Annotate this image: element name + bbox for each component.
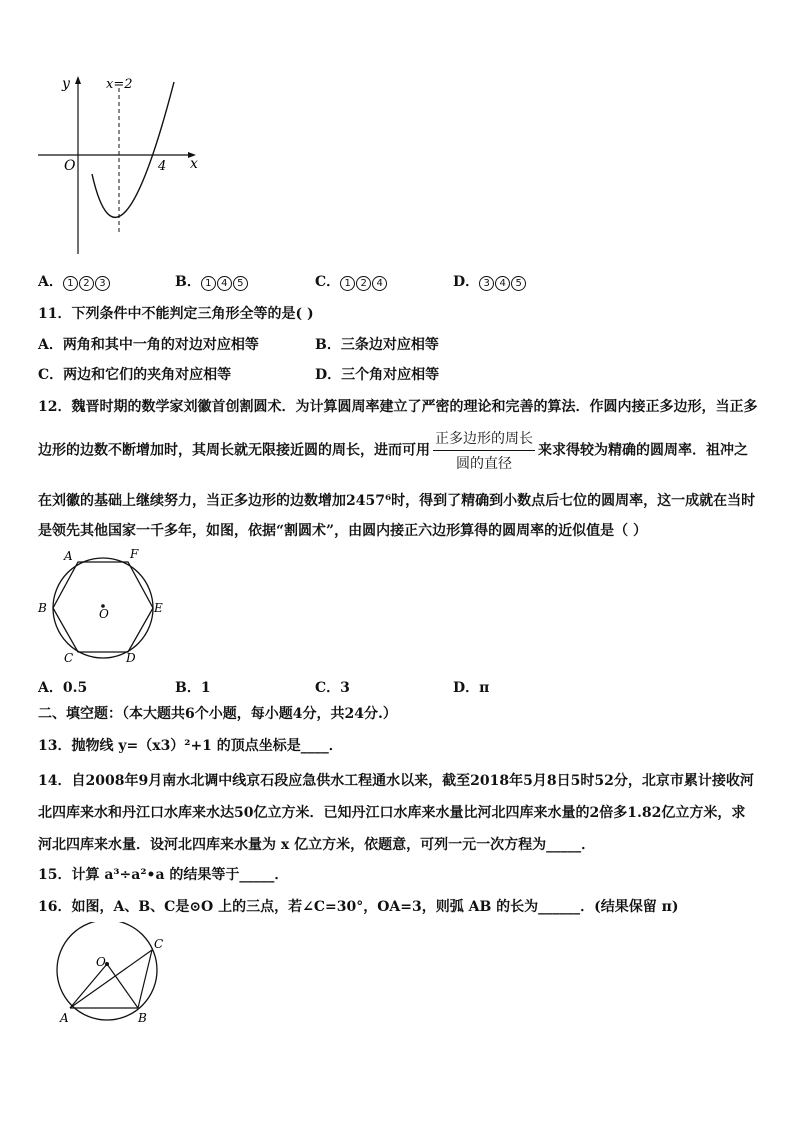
q10-option-b[interactable]: B． 1 4 5 [175,271,249,291]
origin-label: O [64,158,76,174]
q12-option-b[interactable]: B．1 [175,680,211,696]
q12-line2: 边形的边数不断增加时，其周长就无限接近圆的周长，进而可用 $\frac{\text{正多边形的周长}}{\text{圆的直径}}$ 来求得较为精确的圆周率．祖冲之 [38,428,748,473]
circle-label-o: O [96,955,106,969]
root-label: 4 [158,159,167,174]
q10-option-c[interactable]: C． 1 2 4 [315,271,388,291]
q12-option-a[interactable]: A．0.5 [38,680,88,696]
hex-label-d: D [126,651,136,665]
q12-fraction: $\frac{\text{正多边形的周长}}{\text{圆的直径}}$ [433,428,535,473]
hex-label-a: A [64,549,73,563]
hex-label-f: F [130,547,139,561]
q10-option-a[interactable]: A． 1 2 3 [38,271,111,291]
section-2-heading: 二、填空题：（本大题共6个小题，每小题4分，共24分.） [38,706,397,722]
q14-line2: 北四库来水和丹江口水库来水达50亿立方米．已知丹江口水库来水量比河北四库来水量的2倍多1.82亿立方米，求 [38,805,746,821]
q13-text: 13．抛物线 y=（x3）²+1 的顶点坐标是____． [38,738,343,754]
hex-label-b: B [38,601,47,615]
parabola-graph [34,74,204,264]
q11-option-a[interactable]: A．两角和其中一角的对边对应相等 [38,337,259,353]
q11-option-b[interactable]: B．三条边对应相等 [315,337,439,353]
circle-label-a: A [60,1011,69,1025]
x-axis-label: x [190,156,198,172]
q15-text: 15．计算 a³÷a²•a 的结果等于_____． [38,867,289,883]
q12-option-d[interactable]: D．π [453,680,490,696]
circle-label-b: B [138,1011,147,1025]
y-axis-label: y [62,76,70,92]
q11-option-c[interactable]: C．两边和它们的夹角对应相等 [38,367,232,383]
q14-line3: 河北四库来水量．设河北四库来水量为 x 亿立方米，依题意，可列一元一次方程为_____． [38,837,596,853]
q14-line1: 14．自2008年9月南水北调中线京石段应急供水工程通水以来，截至2018年5月8日5时52分，北京市累计接收河 [38,773,754,789]
circle-label-c: C [154,937,164,951]
q10-option-d[interactable]: D． 3 4 5 [453,271,527,291]
q12-line1: 12．魏晋时期的数学家刘徽首创割圆术．为计算圆周率建立了严密的理论和完善的算法．作圆内接正多边形，当正多 [38,399,758,415]
hexagon-figure [34,546,174,668]
q11-stem: 11．下列条件中不能判定三角形全等的是( ) [38,306,314,322]
q16-text: 16．如图，A、B、C是⊙O 上的三点，若∠C=30°，OA=3，则弧 AB 的长为______．(结果保留 π) [38,899,679,915]
q12-line3: 在刘徽的基础上继续努力，当正多边形的边数增加2457⁶时，得到了精确到小数点后七位的圆周率，这一成就在当时 [38,493,756,509]
hex-label-e: E [154,601,163,615]
q12-option-c[interactable]: C．3 [315,680,350,696]
axis-line-label: x=2 [106,77,133,92]
q11-option-d[interactable]: D．三个角对应相等 [315,367,440,383]
q12-line4: 是领先其他国家一千多年，如图，依据“割圆术”，由圆内接正六边形算得的圆周率的近似值是（ ） [38,523,647,539]
hex-label-c: C [64,651,74,665]
circle-figure [50,922,180,1026]
hex-label-o: O [99,607,109,621]
